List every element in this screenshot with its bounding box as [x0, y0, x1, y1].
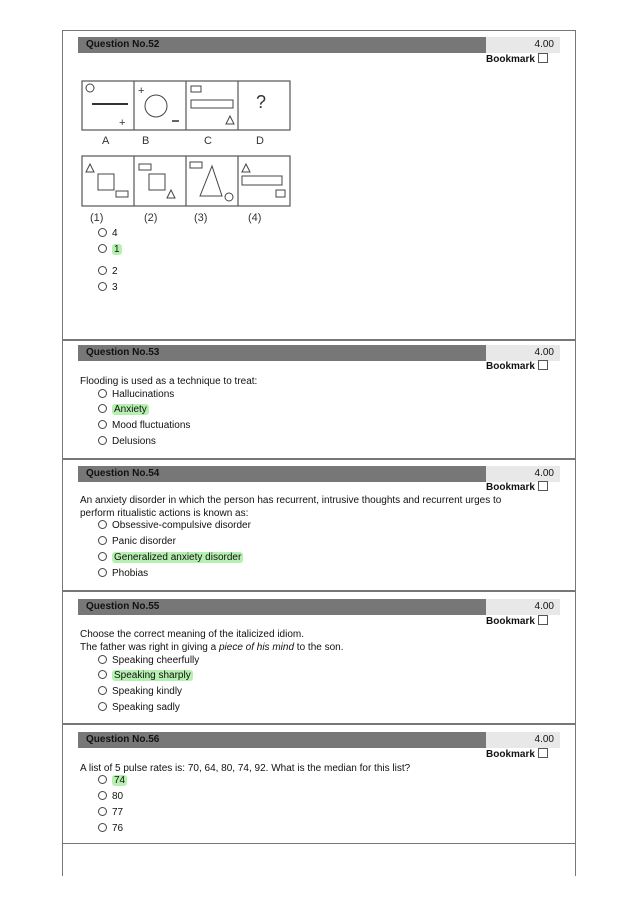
svg-text:+: +	[138, 85, 145, 97]
option-row[interactable]	[98, 567, 148, 581]
question-title: Question No.55	[86, 601, 160, 612]
question-text-line: perform ritualistic actions is known as:	[80, 508, 249, 519]
bookmark-label: Bookmark	[486, 749, 535, 760]
question-text-line: An anxiety disorder in which the person has recurrent, intrusive thoughts and recurrent urges to	[80, 495, 502, 506]
option-label-correct: 1	[114, 244, 120, 255]
figure-label: A	[102, 135, 110, 147]
option-row[interactable]	[98, 419, 190, 433]
radio-button[interactable]	[98, 389, 107, 398]
option-label: Hallucinations	[112, 389, 175, 400]
figure-label: (3)	[194, 212, 208, 224]
option-label: Obsessive-compulsive disorder	[112, 520, 251, 531]
option-row[interactable]	[98, 685, 182, 699]
option-row[interactable]	[98, 519, 251, 533]
figure-label: C	[204, 135, 212, 147]
radio-button[interactable]	[98, 266, 107, 275]
question-54-header	[78, 466, 560, 482]
bookmark-toggle[interactable]	[486, 748, 548, 760]
question-text	[80, 628, 344, 654]
radio-button[interactable]	[98, 404, 107, 413]
bookmark-toggle[interactable]	[486, 615, 548, 627]
question-marks: 4.00	[486, 466, 560, 482]
option-row[interactable]	[98, 806, 123, 820]
radio-button[interactable]	[98, 244, 107, 253]
option-label: 3	[112, 282, 118, 293]
question-56-header	[78, 732, 560, 748]
question-text-line: Choose the correct meaning of the italicized idiom.	[80, 629, 305, 640]
radio-button[interactable]	[98, 791, 107, 800]
radio-button[interactable]	[98, 552, 107, 561]
radio-button[interactable]	[98, 536, 107, 545]
option-row[interactable]	[98, 265, 118, 279]
question-title: Question No.52	[86, 39, 160, 50]
option-label: Speaking sadly	[112, 702, 180, 713]
option-row[interactable]	[98, 551, 243, 565]
radio-button[interactable]	[98, 228, 107, 237]
question-52-figure	[76, 76, 296, 226]
question-title: Question No.53	[86, 347, 160, 358]
radio-button[interactable]	[98, 568, 107, 577]
bookmark-label: Bookmark	[486, 482, 535, 493]
figure-label: (4)	[248, 212, 262, 224]
question-mark: ?	[256, 92, 267, 112]
text-segment: to the son.	[294, 642, 344, 653]
option-label-correct: Anxiety	[114, 404, 147, 415]
bookmark-label: Bookmark	[486, 616, 535, 627]
bookmark-toggle[interactable]	[486, 53, 548, 65]
figure-label: (2)	[144, 212, 158, 224]
question-title: Question No.56	[86, 734, 160, 745]
bookmark-label: Bookmark	[486, 361, 535, 372]
question-marks: 4.00	[486, 345, 560, 361]
question-55-header	[78, 599, 560, 615]
radio-button[interactable]	[98, 775, 107, 784]
bookmark-checkbox[interactable]	[538, 53, 548, 63]
option-label: Phobias	[112, 568, 149, 579]
question-marks: 4.00	[486, 599, 560, 615]
option-label-correct: 74	[114, 775, 126, 786]
option-row[interactable]	[98, 669, 193, 683]
question-text: Flooding is used as a technique to treat:	[80, 376, 258, 387]
radio-button[interactable]	[98, 686, 107, 695]
option-row[interactable]	[98, 403, 149, 417]
option-row[interactable]	[98, 774, 127, 788]
radio-button[interactable]	[98, 520, 107, 529]
figure-label: B	[142, 135, 150, 147]
option-label: 2	[112, 266, 118, 277]
bookmark-checkbox[interactable]	[538, 481, 548, 491]
option-label: Mood fluctuations	[112, 420, 191, 431]
option-row[interactable]	[98, 701, 180, 715]
question-marks: 4.00	[486, 732, 560, 748]
bookmark-checkbox[interactable]	[538, 360, 548, 370]
figure-label: (1)	[90, 212, 104, 224]
option-label-correct: Generalized anxiety disorder	[114, 552, 242, 563]
option-label: Speaking cheerfully	[112, 655, 200, 666]
option-label: 80	[112, 791, 124, 802]
option-label-correct: Speaking sharply	[114, 670, 191, 681]
option-label: 77	[112, 807, 124, 818]
option-label: 4	[112, 228, 118, 239]
italicized-idiom: piece of his mind	[218, 642, 295, 653]
question-title: Question No.54	[86, 468, 160, 479]
radio-button[interactable]	[98, 436, 107, 445]
question-52-header	[78, 37, 560, 53]
bookmark-toggle[interactable]	[486, 360, 548, 372]
question-text-line	[80, 641, 344, 654]
option-row[interactable]	[98, 790, 123, 804]
figure-label: D	[256, 135, 264, 147]
bookmark-label: Bookmark	[486, 54, 535, 65]
radio-button[interactable]	[98, 282, 107, 291]
option-row[interactable]	[98, 388, 174, 402]
option-row[interactable]	[98, 654, 199, 668]
bookmark-toggle[interactable]	[486, 481, 548, 493]
radio-button[interactable]	[98, 655, 107, 664]
option-row[interactable]	[98, 435, 156, 449]
radio-button[interactable]	[98, 420, 107, 429]
question-text: A list of 5 pulse rates is: 70, 64, 80, 74, 92. What is the median for this list?	[80, 763, 411, 774]
bookmark-checkbox[interactable]	[538, 615, 548, 625]
option-row[interactable]	[98, 281, 118, 295]
option-row[interactable]	[98, 227, 118, 241]
svg-text:+: +	[119, 117, 126, 129]
question-text	[80, 494, 501, 520]
option-label: Speaking kindly	[112, 686, 183, 697]
radio-button[interactable]	[98, 807, 107, 816]
option-label: 76	[112, 823, 124, 834]
option-row[interactable]	[98, 535, 176, 549]
question-marks: 4.00	[486, 37, 560, 53]
option-label: Panic disorder	[112, 536, 176, 547]
question-53-header	[78, 345, 560, 361]
bookmark-checkbox[interactable]	[538, 748, 548, 758]
option-row[interactable]	[98, 822, 123, 836]
page-bottom-border	[62, 844, 576, 876]
option-row[interactable]	[98, 243, 122, 257]
radio-button[interactable]	[98, 702, 107, 711]
radio-button[interactable]	[98, 670, 107, 679]
option-label: Delusions	[112, 436, 156, 447]
radio-button[interactable]	[98, 823, 107, 832]
text-segment: The father was right in giving a	[80, 642, 219, 653]
